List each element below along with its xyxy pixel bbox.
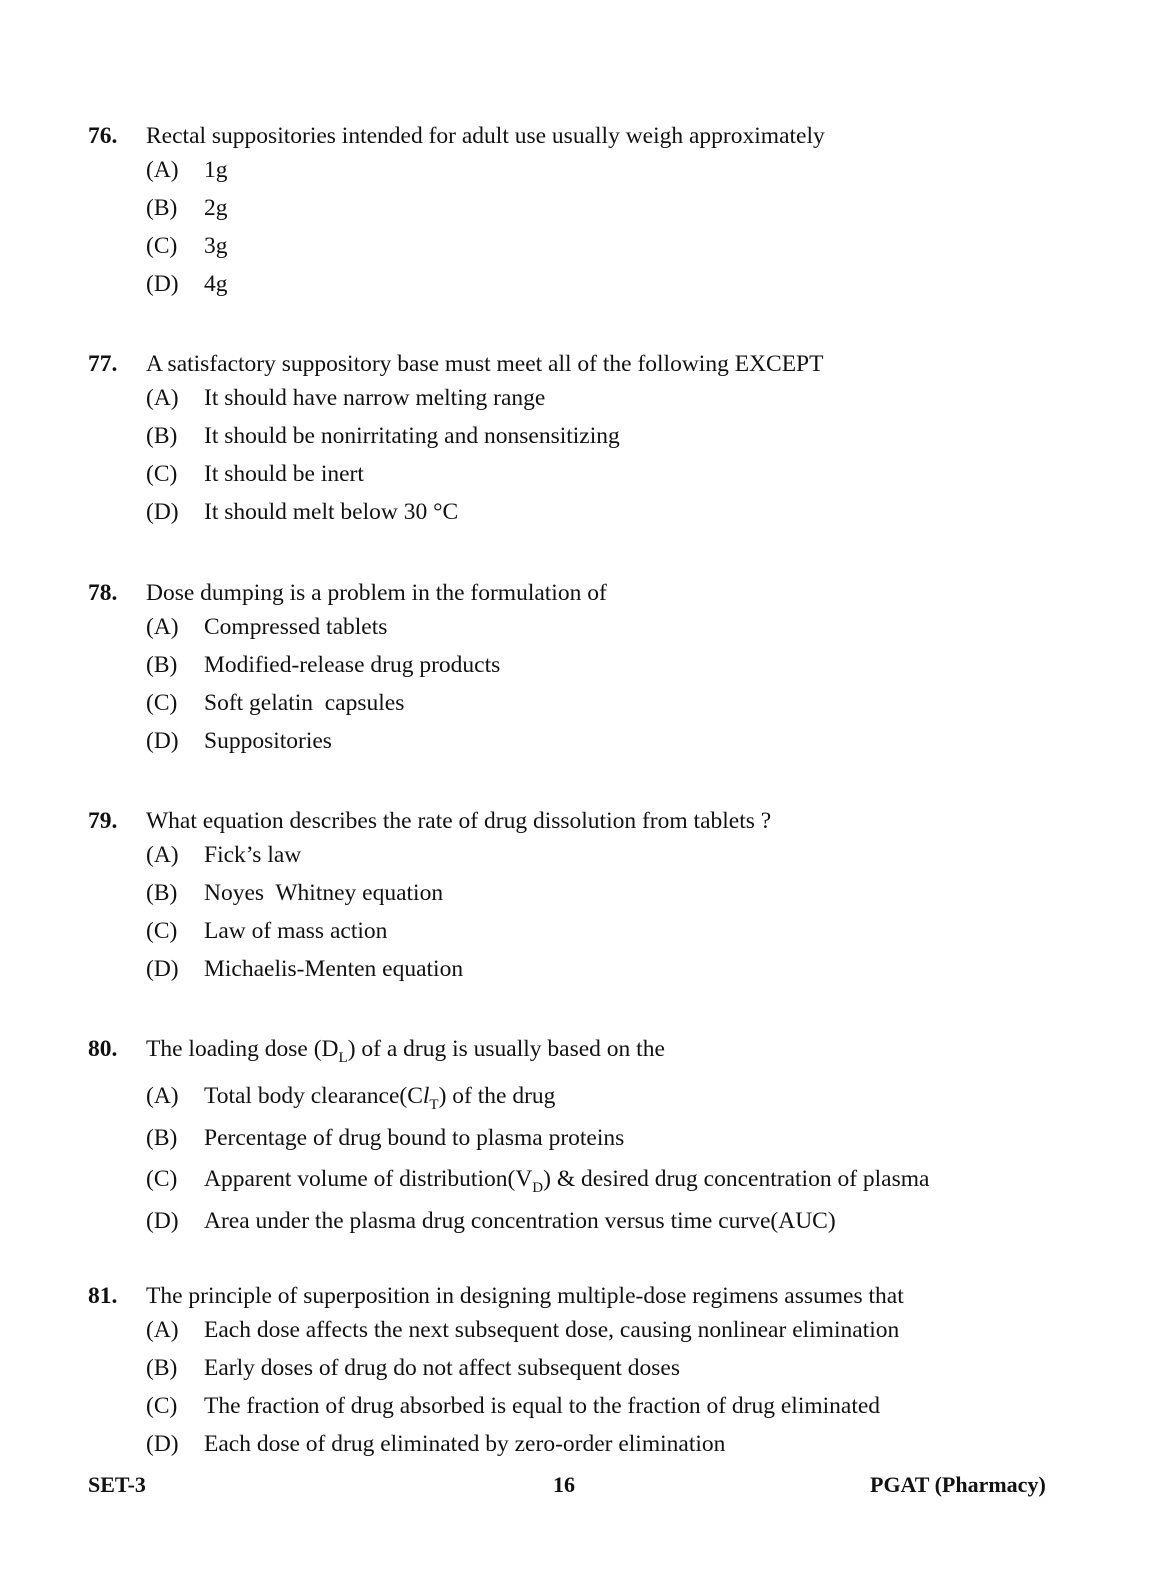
option-label: (B) xyxy=(146,1125,178,1151)
option-d xyxy=(88,950,1088,988)
question-number: 81. xyxy=(88,1283,118,1309)
footer-page-number: 16 xyxy=(553,1472,575,1497)
subscript: L xyxy=(338,1050,348,1066)
footer-set-code: SET-3 xyxy=(88,1472,146,1497)
option-label: (A) xyxy=(146,1317,179,1343)
option-label: (C) xyxy=(146,233,178,259)
option-b xyxy=(88,1119,1088,1157)
question-81 xyxy=(88,1281,1088,1463)
option-b xyxy=(88,417,1088,455)
question-number: 76. xyxy=(88,123,118,149)
question-text: What equation describes the rate of drug dissolution from tablets ? xyxy=(146,808,772,834)
option-text: It should be inert xyxy=(204,461,364,487)
option-text: Modified-release drug products xyxy=(204,652,501,678)
option-b xyxy=(88,874,1088,912)
option-text: 1g xyxy=(204,157,228,183)
option-label: (C) xyxy=(146,918,178,944)
option-label: (C) xyxy=(146,1393,178,1419)
option-label: (B) xyxy=(146,880,178,906)
option-label: (B) xyxy=(146,1355,178,1381)
option-label: (A) xyxy=(146,385,179,411)
question-stem xyxy=(88,121,1088,151)
question-number: 79. xyxy=(88,808,118,834)
option-label: (A) xyxy=(146,614,179,640)
question-stem xyxy=(88,1281,1088,1311)
option-c xyxy=(88,227,1088,265)
option-a xyxy=(88,151,1088,189)
option-text: It should have narrow melting range xyxy=(204,385,546,411)
option-text: Compressed tablets xyxy=(204,614,388,640)
option-c xyxy=(88,455,1088,493)
option-text: Fick’s law xyxy=(204,842,302,868)
option-text: Law of mass action xyxy=(204,918,388,944)
italic-symbol: l xyxy=(422,1083,430,1109)
option-d xyxy=(88,1425,1088,1463)
option-text: Michaelis-Menten equation xyxy=(204,956,464,982)
option-c xyxy=(88,1387,1088,1425)
question-77 xyxy=(88,349,1088,531)
option-text: Each dose of drug eliminated by zero-order elimination xyxy=(204,1431,726,1457)
option-label: (C) xyxy=(146,690,178,716)
option-text: 4g xyxy=(204,271,228,297)
option-a xyxy=(88,608,1088,646)
option-text: Percentage of drug bound to plasma proteins xyxy=(204,1125,625,1151)
question-text: Rectal suppositories intended for adult use usually weigh approximately xyxy=(146,123,825,149)
option-label: (A) xyxy=(146,842,179,868)
question-text: Dose dumping is a problem in the formulation of xyxy=(146,580,607,606)
option-text-part: Total body clearance(C xyxy=(204,1083,423,1109)
question-80 xyxy=(88,1034,1088,1240)
option-text: Suppositories xyxy=(204,728,332,754)
question-76 xyxy=(88,121,1088,303)
option-b xyxy=(88,646,1088,684)
option-text: Noyes Whitney equation xyxy=(204,880,444,906)
option-text: 3g xyxy=(204,233,228,259)
option-d xyxy=(88,722,1088,760)
option-label: (C) xyxy=(146,461,178,487)
option-d xyxy=(88,493,1088,531)
option-text: Soft gelatin capsules xyxy=(204,690,405,716)
option-label: (B) xyxy=(146,195,178,221)
subscript: D xyxy=(532,1180,544,1196)
question-text xyxy=(146,1034,665,1064)
option-c xyxy=(88,912,1088,950)
option-a xyxy=(88,379,1088,417)
option-c xyxy=(88,1157,1088,1202)
option-text: Each dose affects the next subsequent dose, causing nonlinear elimination xyxy=(204,1317,900,1343)
option-a xyxy=(88,1311,1088,1349)
question-text: A satisfactory suppository base must meet all of the following EXCEPT xyxy=(146,351,824,377)
option-label: (D) xyxy=(146,271,179,297)
option-a xyxy=(88,1074,1088,1119)
question-number: 80. xyxy=(88,1036,118,1062)
option-label: (D) xyxy=(146,728,179,754)
option-label: (D) xyxy=(146,499,179,525)
footer-exam-name: PGAT (Pharmacy) xyxy=(870,1472,1046,1497)
option-label: (D) xyxy=(146,956,179,982)
option-c xyxy=(88,684,1088,722)
option-label: (C) xyxy=(146,1166,178,1192)
question-78 xyxy=(88,578,1088,760)
option-d xyxy=(88,265,1088,303)
option-label: (B) xyxy=(146,652,178,678)
option-text: The fraction of drug absorbed is equal to the fraction of drug eliminated xyxy=(204,1393,881,1419)
question-stem xyxy=(88,578,1088,608)
option-b xyxy=(88,189,1088,227)
subscript: T xyxy=(429,1097,439,1113)
option-label: (D) xyxy=(146,1208,179,1234)
option-text xyxy=(204,1157,929,1202)
option-text: Early doses of drug do not affect subsequent doses xyxy=(204,1355,680,1381)
option-text-part: ) of the drug xyxy=(438,1083,556,1109)
option-text xyxy=(204,1074,555,1119)
option-label: (D) xyxy=(146,1431,179,1457)
option-text: Area under the plasma drug concentration versus time curve(AUC) xyxy=(204,1208,836,1234)
option-text-part: ) & desired drug concentration of plasma xyxy=(543,1166,930,1192)
option-a xyxy=(88,836,1088,874)
option-label: (A) xyxy=(146,157,179,183)
option-text-part: Apparent volume of distribution(V xyxy=(204,1166,533,1192)
question-79 xyxy=(88,806,1088,988)
question-text-part: ) of a drug is usually based on the xyxy=(347,1036,665,1062)
option-text: 2g xyxy=(204,195,228,221)
option-b xyxy=(88,1349,1088,1387)
option-d xyxy=(88,1202,1088,1240)
question-number: 77. xyxy=(88,351,118,377)
question-text: The principle of superposition in designing multiple-dose regimens assumes that xyxy=(146,1283,904,1309)
question-stem xyxy=(88,806,1088,836)
option-text: It should be nonirritating and nonsensitizing xyxy=(204,423,620,449)
question-text-part: The loading dose (D xyxy=(146,1036,339,1062)
option-label: (A) xyxy=(146,1083,179,1109)
option-label: (B) xyxy=(146,423,178,449)
question-number: 78. xyxy=(88,580,118,606)
option-text: It should melt below 30 °C xyxy=(204,499,459,525)
question-stem xyxy=(88,1034,1088,1074)
question-stem xyxy=(88,349,1088,379)
